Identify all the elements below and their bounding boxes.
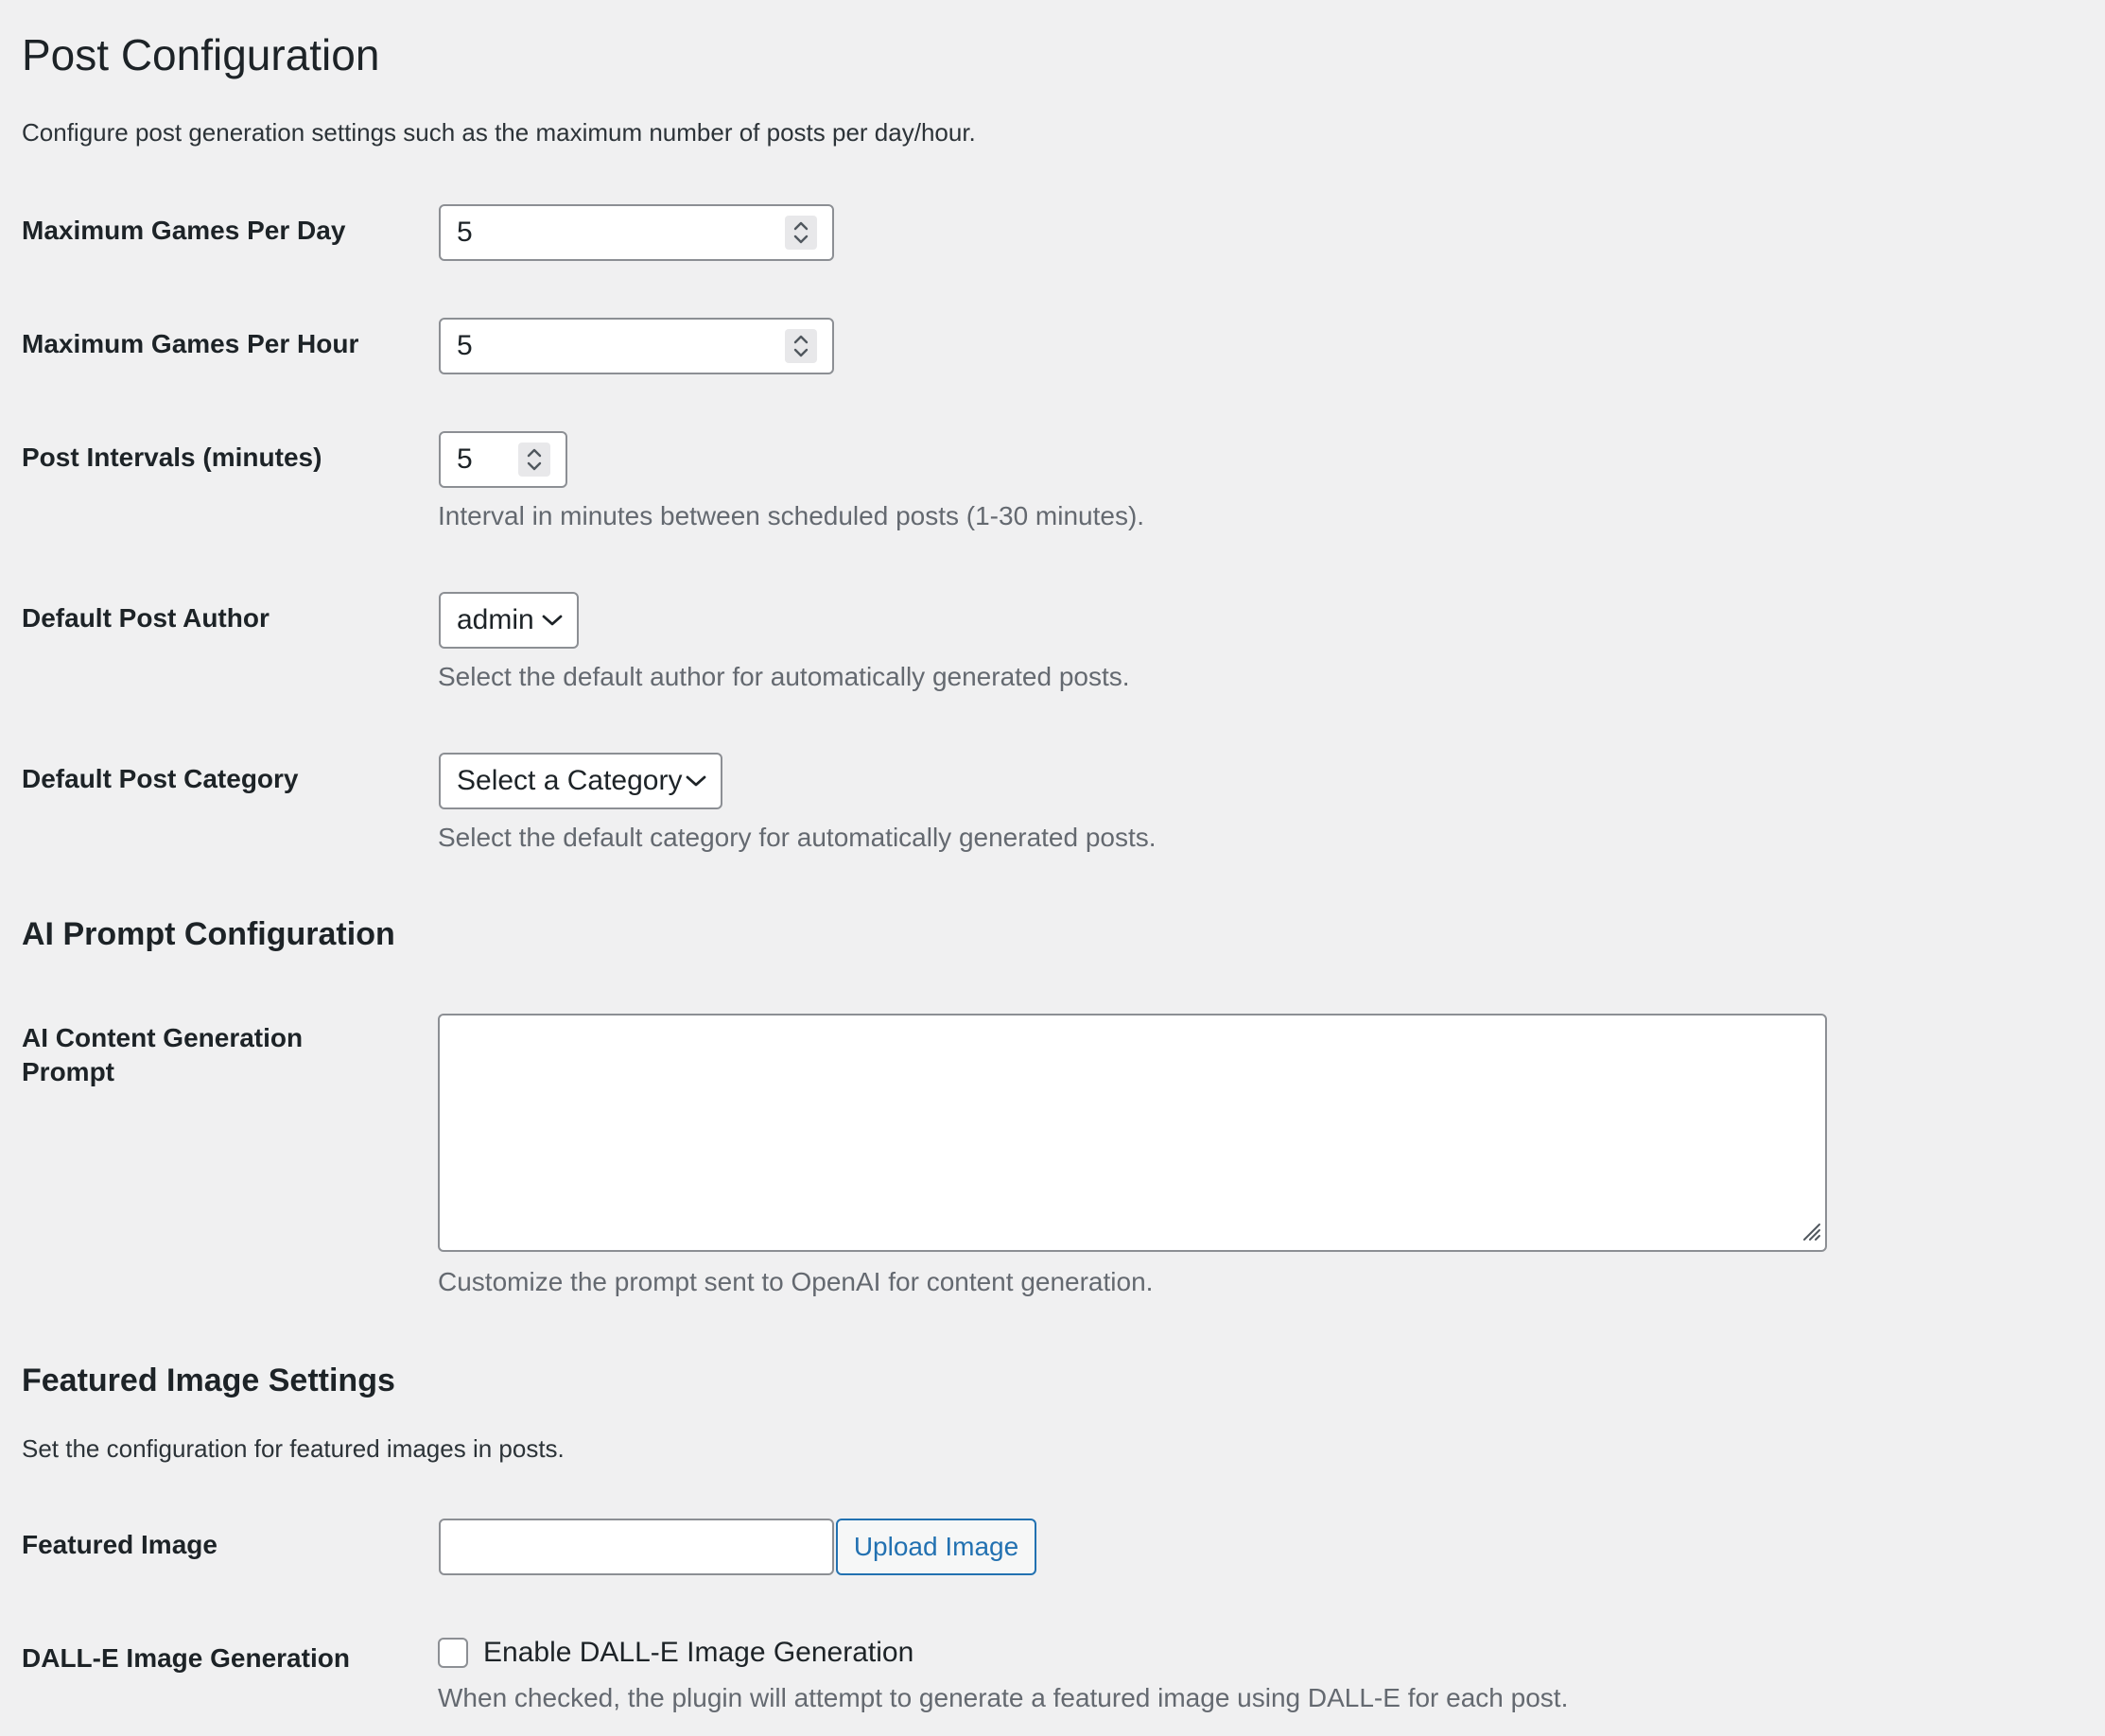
ai-prompt-heading: AI Prompt Configuration (22, 916, 395, 952)
up-down-arrows-icon[interactable] (785, 329, 817, 363)
featured-image-heading: Featured Image Settings (22, 1363, 395, 1398)
max-games-per-hour-input[interactable] (439, 318, 834, 374)
page-title: Post Configuration (22, 30, 380, 79)
resize-handle-icon[interactable] (1799, 1219, 1821, 1246)
dalle-label: DALL-E Image Generation (22, 1643, 350, 1673)
featured-image-description: Set the configuration for featured images in posts. (22, 1434, 565, 1463)
page-description: Configure post generation settings such as the maximum number of posts per day/hour. (22, 118, 976, 147)
max-games-per-day-label: Maximum Games Per Day (22, 216, 346, 245)
upload-image-button[interactable]: Upload Image (836, 1519, 1036, 1575)
ai-prompt-textarea[interactable] (438, 1014, 1827, 1252)
default-category-select[interactable] (439, 753, 722, 809)
up-down-arrows-icon[interactable] (785, 216, 817, 250)
default-author-select[interactable] (439, 592, 579, 649)
featured-image-input[interactable] (439, 1519, 834, 1575)
post-intervals-help: Interval in minutes between scheduled posts (1-30 minutes). (438, 501, 1145, 530)
chevron-down-icon (685, 755, 707, 807)
chevron-down-icon (541, 594, 564, 647)
max-games-per-day-value: 5 (457, 217, 473, 248)
ai-prompt-label-line1: AI Content Generation (22, 1023, 304, 1052)
max-games-per-hour-value: 5 (457, 330, 473, 361)
post-intervals-input[interactable] (439, 431, 567, 488)
default-category-help: Select the default category for automatically generated posts. (438, 823, 1157, 852)
dalle-checkbox[interactable] (438, 1638, 468, 1668)
default-author-selected: admin (457, 604, 534, 635)
max-games-per-day-input[interactable] (439, 204, 834, 261)
default-author-help: Select the default author for automatically generated posts. (438, 662, 1130, 691)
default-category-selected: Select a Category (457, 765, 683, 796)
post-intervals-value: 5 (457, 443, 473, 475)
default-author-label: Default Post Author (22, 603, 270, 633)
dalle-checkbox-label[interactable]: Enable DALL-E Image Generation (483, 1637, 914, 1668)
up-down-arrows-icon[interactable] (518, 443, 550, 477)
max-games-per-hour-label: Maximum Games Per Hour (22, 329, 359, 358)
featured-image-label: Featured Image (22, 1530, 217, 1559)
default-category-label: Default Post Category (22, 764, 299, 793)
ai-prompt-label-line2: Prompt (22, 1057, 114, 1086)
ai-prompt-help: Customize the prompt sent to OpenAI for content generation. (438, 1267, 1154, 1296)
post-intervals-label: Post Intervals (minutes) (22, 443, 322, 472)
dalle-help: When checked, the plugin will attempt to generate a featured image using DALL-E for each post. (438, 1683, 1569, 1712)
